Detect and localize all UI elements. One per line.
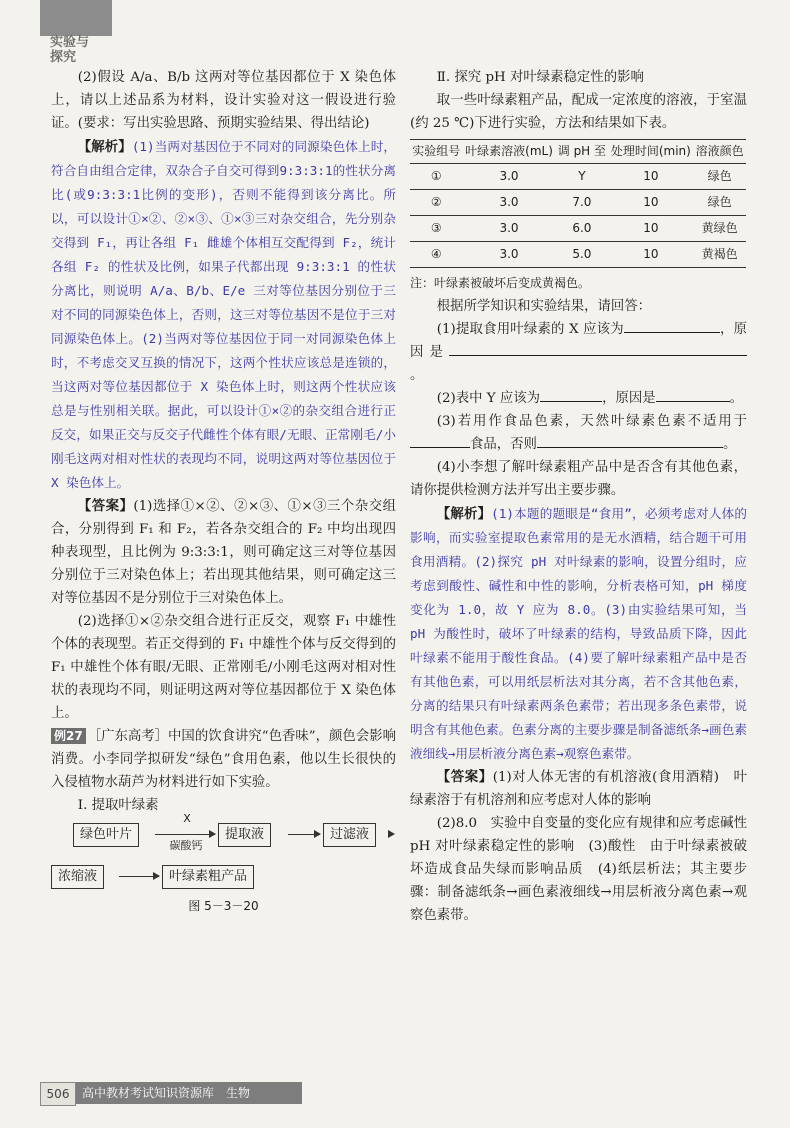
answer-text-2: (2)选择①×②杂交组合进行正反交，观察 F₁ 中雄性个体的表现型。若正交得到的 F₁ 中雄性个体与反交得到的 F₁ 中雄性个体有眼/无眼、正常刚毛/小刚毛这两对相对性状的表现均不同，则证明这两对等位基因都位于 X 染色体上。 xyxy=(51,614,396,721)
table-cell: 3.0 xyxy=(463,242,556,268)
question-2-end: 。 xyxy=(729,391,744,406)
answer-block-2 xyxy=(410,766,747,812)
table-row xyxy=(410,190,746,216)
flow-arrow-4 xyxy=(119,876,159,877)
table-header-row xyxy=(410,140,746,164)
part2-title: Ⅱ. 探究 pH 对叶绿素稳定性的影响 xyxy=(436,70,644,85)
section-tag-line2: 探究 xyxy=(50,50,77,65)
table-cell: 10 xyxy=(608,164,693,190)
question-3 xyxy=(410,410,747,456)
analysis-tag: 【解析】 xyxy=(77,140,132,155)
flow-box-crude-product: 叶绿素粗产品 xyxy=(162,865,254,889)
flow-box-filtrate: 过滤液 xyxy=(323,823,376,847)
page-footer xyxy=(40,1082,380,1104)
table-header-cell: 调 pH 至 xyxy=(555,140,608,164)
prompt-text: 根据所学知识和实验结果，请回答： xyxy=(436,299,652,314)
answer-blank xyxy=(540,387,602,402)
answer-blank xyxy=(624,318,720,333)
table-cell: 10 xyxy=(608,242,693,268)
table-header-cell: 处理时间(min) xyxy=(608,140,693,164)
example-text: ［广东高考］中国的饮食讲究“色香味”，颜色会影响消费。小李同学拟研发“绿色”食用色素，他以生长很快的入侵植物水葫芦为材料进行如下实验。 xyxy=(51,729,396,790)
table-cell: ① xyxy=(410,164,463,190)
table-cell: 6.0 xyxy=(555,216,608,242)
analysis-tag: 【解析】 xyxy=(436,507,492,522)
answer-text-1: (1)选择①×②、②×③、①×③三个杂交组合，分别得到 F₁ 和 F₂，若各杂交组合的 F₂ 中均出现四种表现型，且比例为 9:3:3:1，则可确定这三对等位基因分别位于三对染色体上；若出现其他结果，则可确定这三对等位基因不是分别位于三对染色体上。 xyxy=(51,499,396,606)
answer-blank xyxy=(656,387,730,402)
question-3-text-a: (3)若用作食品色素，天然叶绿素色素不适用于 xyxy=(436,414,747,429)
results-table xyxy=(410,139,746,268)
table-header-cell: 叶绿素溶液(mL) xyxy=(463,140,556,164)
question-1-end: 。 xyxy=(410,368,424,383)
analysis-text-2: (1)本题的题眼是“食用”，必须考虑对人体的影响，而实验室提取色素常用的是无水酒精，结合题干可用食用酒精。(2)探究 pH 对叶绿素的影响，设置分组时，应考虑到酸性、碱性和中性的影响，分析表格可知，pH 梯度变化为 1.0，故 Y 应为 8.0。(3)由实验结果可知，当 pH 为酸性时，破坏了叶绿素的结构，导致品质下降，因此叶绿素不能用于酸性食品。(4)要了解叶绿素粗产品中是否有其他色素，可以用纸层析法对其分离，若不含其他色素，分离的结果只有叶绿素两条色素带；若出现多条色素带，说明含有其他色素。色素分离的主要步骤是制备滤纸条→画色素液细线→用层析液分离色素→观察色素带。 xyxy=(410,506,747,761)
question-2-text-a: (2)表中 Y 应该为 xyxy=(436,391,541,406)
page-number: 506 xyxy=(40,1082,76,1106)
flow-label-calcium-carbonate: 碳酸钙 xyxy=(169,839,203,852)
table-row xyxy=(410,164,746,190)
answer-blank xyxy=(449,341,747,356)
flow-box-extract: 提取液 xyxy=(218,823,271,847)
table-cell: 绿色 xyxy=(693,164,746,190)
question-2 xyxy=(410,387,747,410)
footer-title: 高中教材考试知识资源库 生物 xyxy=(76,1082,302,1104)
table-note: 注：叶绿素被破坏后变成黄褐色。 xyxy=(410,276,591,290)
answer-blank xyxy=(410,433,470,448)
flow-box-green-leaf: 绿色叶片 xyxy=(73,823,139,847)
table-header-cell: 实验组号 xyxy=(410,140,463,164)
flow-arrow-1 xyxy=(155,834,215,835)
flow-arrow-2 xyxy=(288,834,320,835)
table-row xyxy=(410,216,746,242)
left-column xyxy=(51,66,396,918)
table-cell: 3.0 xyxy=(463,190,556,216)
figure-caption: 图 5－3－20 xyxy=(188,899,259,913)
table-row xyxy=(410,242,746,268)
analysis-text: (1)当两对基因位于不同对的同源染色体上时，符合自由组合定律，双杂合子自交可得到9:3:3:1的性状分离比(或9:3:3:1比例的变形)，否则不能得到该分离比。所以，可以设计①×②、②×③、①×③三对杂交组合，先分别杂交得到 F₁，再让各组 F₁ 雌雄个体相互交配得到 F₂，统计各组 F₂ 的性状及比例，如果子代都出现 9:3:3:1 的性状分离比，则说明 A/a、B/b、E/e 三对等位基因分别位于三对不同的同源染色体上，否则，这三对等位基因不是位于三对同源染色体上。(2)当两对等位基因位于同一对同源染色体上时，不考虑交叉互换的情况下，这两个性状应该总是连锁的，当这两对等位基因都位于 X 染色体上时，则这两个性状应该总是与性别相关联。据此，可以设计①×②的杂交组合进行正反交，如果正交与反交子代雌性个体有眼/无眼、正常刚毛/小刚毛这两对相对性状的表现均不同，说明这两对等位基因位于 X 染色体上。 xyxy=(51,139,397,490)
extraction-flowchart xyxy=(51,812,396,893)
table-cell: ③ xyxy=(410,216,463,242)
table-cell: 黄褐色 xyxy=(693,242,746,268)
table-cell: 10 xyxy=(608,190,693,216)
table-cell: ④ xyxy=(410,242,463,268)
answer-text-3: (1)对人体无害的有机溶液(食用酒精) 叶绿素溶于有机溶剂和应考虑对人体的影响 xyxy=(410,770,747,808)
table-cell: 3.0 xyxy=(463,164,556,190)
part1-title: Ⅰ. 提取叶绿素 xyxy=(77,798,159,813)
table-cell: Y xyxy=(555,164,608,190)
table-cell: 5.0 xyxy=(555,242,608,268)
question-2-text-b: ，原因是 xyxy=(602,391,656,406)
table-cell: 绿色 xyxy=(693,190,746,216)
question-1 xyxy=(410,318,747,387)
question-2-text: (2)假设 A/a、B/b 这两对等位基因都位于 X 染色体上，请以上述品系为材料，设计实验对这一假设进行验证。(要求：写出实验思路、预期实验结果、得出结论) xyxy=(51,70,396,131)
section-tag xyxy=(50,35,110,65)
question-4: (4)小李想了解叶绿素粗产品中是否含有其他色素，请你提供检测方法并写出主要步骤。 xyxy=(410,460,747,498)
table-cell: ② xyxy=(410,190,463,216)
question-1-text-b: ，原因是 xyxy=(410,322,747,360)
table-cell: 黄绿色 xyxy=(693,216,746,242)
analysis-block-2 xyxy=(410,502,747,766)
analysis-block xyxy=(51,135,396,495)
question-1-text-a: (1)提取食用叶绿素的 X 应该为 xyxy=(436,322,624,337)
table-cell: 7.0 xyxy=(555,190,608,216)
right-column xyxy=(410,66,747,927)
question-3-text-b: 食品，否则 xyxy=(470,437,537,452)
section-tag-line1: 实验与 xyxy=(50,35,90,50)
corner-tab xyxy=(40,0,112,36)
part2-intro: 取一些叶绿素粗产品，配成一定浓度的溶液，于室温(约 25 ℃)下进行实验，方法和结果如下表。 xyxy=(410,93,747,131)
answer-tag: 【答案】 xyxy=(436,770,493,785)
flow-box-concentrate: 浓缩液 xyxy=(51,865,104,889)
answer-block xyxy=(51,495,396,610)
table-header-cell: 溶液颜色 xyxy=(693,140,746,164)
table-cell: 10 xyxy=(608,216,693,242)
example-badge: 例27 xyxy=(51,728,86,744)
question-3-end: 。 xyxy=(722,437,737,452)
flow-label-x: X xyxy=(183,812,191,825)
answer-blank xyxy=(537,433,723,448)
table-cell: 3.0 xyxy=(463,216,556,242)
example-27 xyxy=(51,725,396,794)
answer-tag: 【答案】 xyxy=(77,499,134,514)
answer-text-4: (2)8.0 实验中自变量的变化应有规律和应考虑碱性 pH 对叶绿素稳定性的影响 (3)酸性 由于叶绿素被破坏造成食品失绿而影响品质 (4)纸层析法；其主要步骤：制备滤纸条→画色素液细线→用层析液分离色素→观察色素带。 xyxy=(410,816,747,923)
